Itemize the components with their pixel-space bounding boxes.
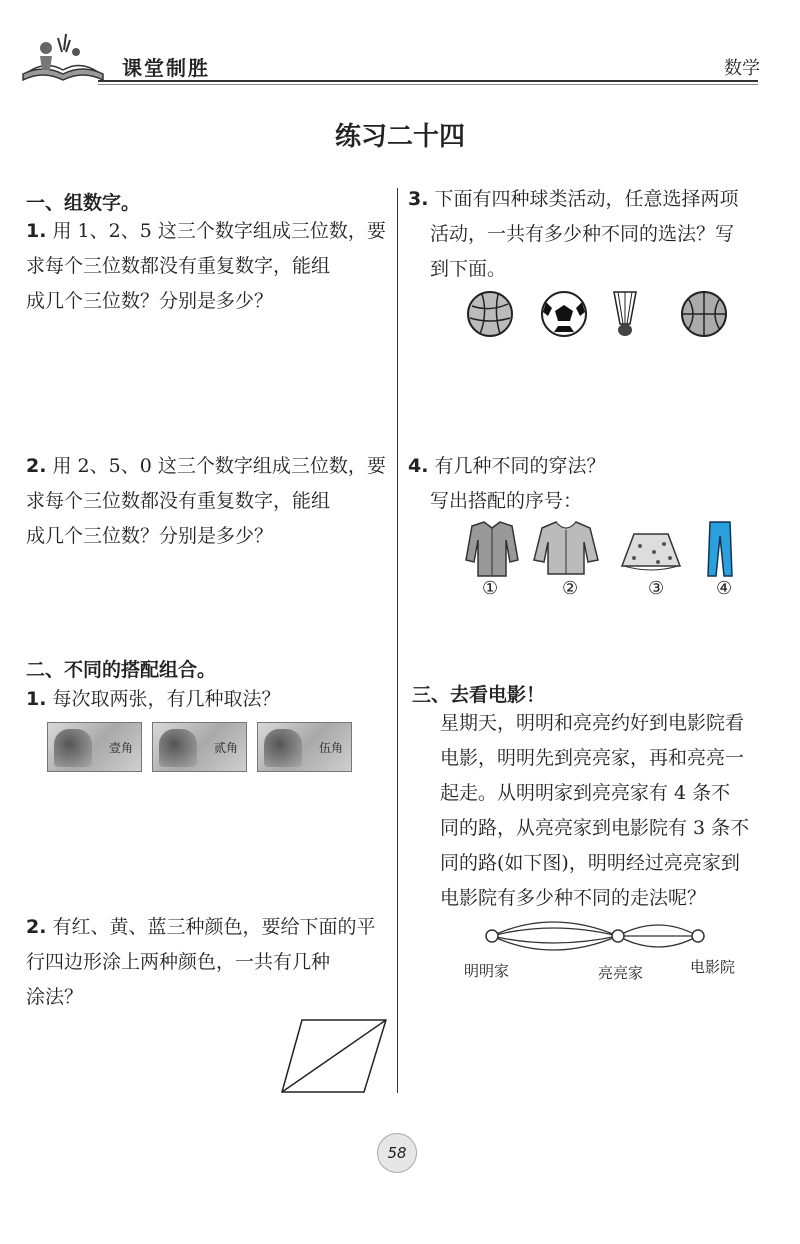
problem-line: 起走。从明明家到亮亮家有 4 条不 [440,782,731,804]
clothing-label-4: ④ [716,578,733,599]
question-number: 2. [26,455,47,477]
banknote-label: 贰角 [213,741,238,755]
header-rule-thin [98,84,758,85]
banknote-label: 伍角 [318,741,343,755]
column-divider [397,188,398,1093]
question-2 [26,449,396,554]
portrait-image [159,729,197,767]
problem-line: 星期天，明明和亮亮约好到电影院看 [440,712,745,734]
banknote-5-jiao [257,722,352,772]
question-line: 求每个三位数都没有重复数字，能组 [26,490,331,512]
banknote-2-jiao [152,722,247,772]
basketball-icon [682,292,726,336]
map-label-liangliang: 亮亮家 [598,964,644,982]
blue-pants-icon [708,522,732,576]
clothing-label-3: ③ [648,578,665,599]
question-4 [26,910,396,1015]
map-label-cinema: 电影院 [690,958,736,976]
clothing-label-2: ② [562,578,579,599]
banknote-label: 壹角 [108,741,133,755]
portrait-image [264,729,302,767]
subject-label: 数学 [724,58,760,79]
liangliang-home-node [612,930,624,942]
blouse-icon [534,522,598,574]
shuttlecock-icon [614,292,636,336]
brand-title: 课堂制胜 [122,56,210,80]
question-line: 有几种不同的穿法？ [434,455,606,477]
question-line: 用 2、5、0 这三个数字组成三位数，要 [52,455,386,477]
problem-line: 电影院有多少种不同的走法呢？ [440,887,707,909]
soccer-ball-icon [542,292,586,336]
section-heading-2: 二、不同的搭配组合。 [26,659,217,681]
parallelogram-figure [280,1018,390,1094]
banknote-1-jiao [47,722,142,772]
question-line: 每次取两张，有几种取法？ [52,688,281,710]
question-5 [408,182,778,287]
header-rule [98,80,758,82]
question-line: 到下面。 [430,258,507,280]
mingming-home-node [486,930,498,942]
question-number: 2. [26,916,47,938]
clothing-row [458,520,740,578]
question-line: 下面有四种球类活动，任意选择两项 [434,188,739,210]
question-line: 有红、黄、蓝三种颜色，要给下面的平 [52,916,376,938]
problem-line: 同的路，从亮亮家到电影院有 3 条不 [440,817,750,839]
jacket-icon [466,522,518,576]
problem-line: 同的路(如下图)，明明经过亮亮家到 [440,852,740,874]
question-line: 写出搭配的序号： [430,490,583,512]
question-line: 涂法？ [26,986,84,1008]
question-6 [408,449,778,519]
route-diagram [482,910,712,960]
question-line: 用 1、2、5 这三个数字组成三位数，要 [52,220,386,242]
question-1 [26,214,396,319]
question-line: 成几个三位数？分别是多少？ [26,525,274,547]
page-number: 58 [377,1133,417,1173]
question-number: 1. [26,220,47,242]
question-number: 3. [408,188,429,210]
portrait-image [54,729,92,767]
book-logo-icon [18,30,108,82]
sports-balls-row [466,288,731,340]
volleyball-icon [468,292,512,336]
clothing-label-1: ① [482,578,499,599]
question-number: 1. [26,688,47,710]
question-number: 4. [408,455,429,477]
question-line: 求每个三位数都没有重复数字，能组 [26,255,331,277]
question-line: 成几个三位数？分别是多少？ [26,290,274,312]
skirt-icon [622,534,680,570]
map-label-mingming: 明明家 [464,962,510,980]
question-3 [26,682,396,717]
question-line: 活动，一共有多少种不同的选法？写 [430,223,735,245]
movie-problem [440,706,780,916]
page-title: 练习二十四 [334,122,465,152]
section-heading-3: 三、去看电影！ [412,684,546,706]
question-line: 行四边形涂上两种颜色，一共有几种 [26,951,331,973]
section-heading-1: 一、组数字。 [26,192,141,214]
problem-line: 电影，明明先到亮亮家，再和亮亮一 [440,747,745,769]
cinema-node [692,930,704,942]
